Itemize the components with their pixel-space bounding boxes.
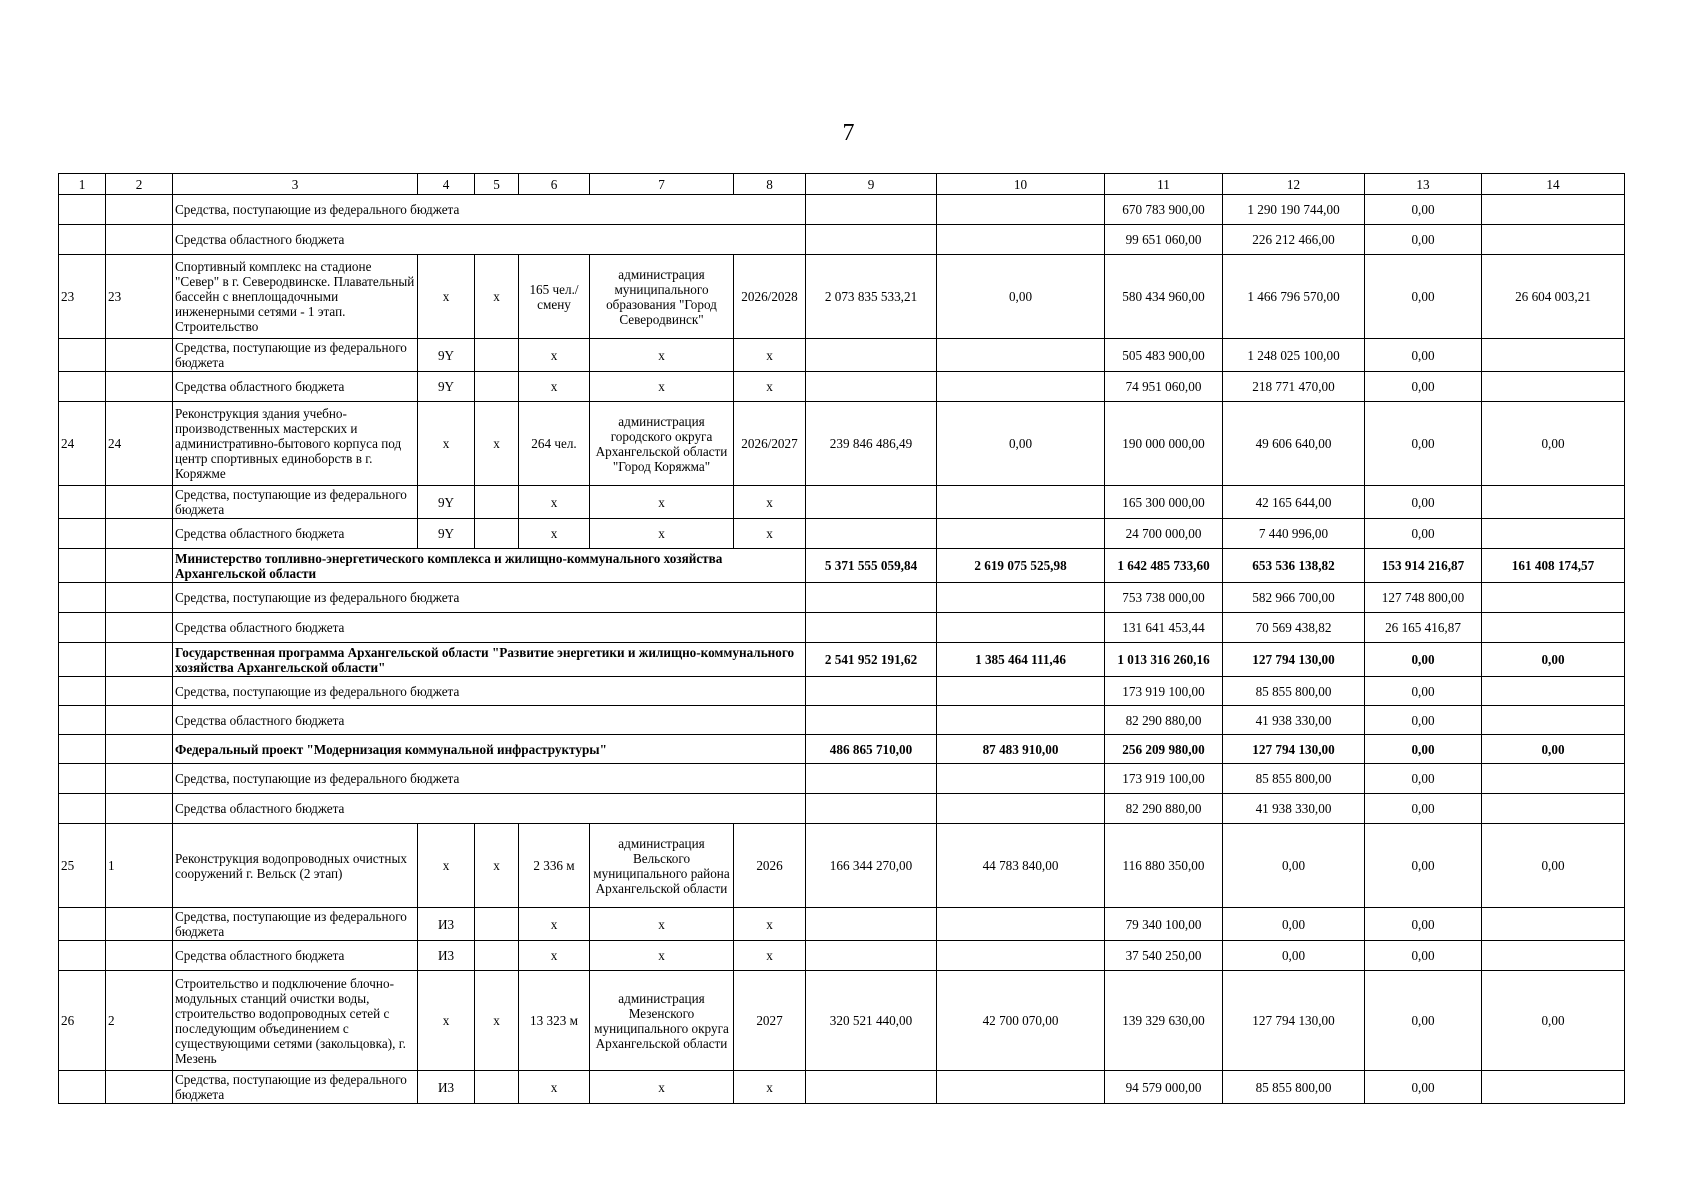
value-cell: 0,00 <box>937 255 1105 339</box>
value-cell: 161 408 174,57 <box>1482 549 1625 583</box>
value-cell: 653 536 138,82 <box>1223 549 1365 583</box>
item-number-cell <box>106 794 173 824</box>
value-cell <box>937 519 1105 549</box>
customer-cell: х <box>590 908 734 941</box>
value-cell: 0,00 <box>937 402 1105 486</box>
row-title-cell: Средства, поступающие из федерального бюджета <box>173 677 806 706</box>
customer-cell: администрация городского округа Архангельской области "Город Коряжма" <box>590 402 734 486</box>
value-cell <box>1482 372 1625 402</box>
code-cell: х <box>418 402 475 486</box>
item-number-cell <box>106 613 173 643</box>
value-cell: 190 000 000,00 <box>1105 402 1223 486</box>
object-name-cell: Средства, поступающие из федерального бюджета <box>173 1071 418 1104</box>
capacity-cell: х <box>519 908 590 941</box>
item-number-cell <box>106 372 173 402</box>
value-cell: 0,00 <box>1365 706 1482 735</box>
code-cell: И3 <box>418 908 475 941</box>
code-cell: х <box>418 824 475 908</box>
value-cell: 0,00 <box>1223 824 1365 908</box>
item-number-cell: 1 <box>106 824 173 908</box>
code-cell: 9Y <box>418 486 475 519</box>
value-cell: 0,00 <box>1365 339 1482 372</box>
value-cell <box>806 225 937 255</box>
code-cell: 9Y <box>418 339 475 372</box>
row-number-cell <box>59 1071 106 1104</box>
value-cell <box>1482 706 1625 735</box>
total-row <box>59 643 1625 677</box>
value-cell <box>1482 339 1625 372</box>
value-cell: 582 966 700,00 <box>1223 583 1365 613</box>
customer-cell: администрация муниципального образования "Город Северодвинск" <box>590 255 734 339</box>
object-name-cell: Реконструкция водопроводных очистных сооружений г. Вельск (2 этап) <box>173 824 418 908</box>
value-cell: 26 604 003,21 <box>1482 255 1625 339</box>
code-cell: х <box>418 971 475 1071</box>
period-cell: х <box>734 908 806 941</box>
period-cell: х <box>734 941 806 971</box>
capacity-cell: х <box>519 519 590 549</box>
object-name-cell: Средства, поступающие из федерального бюджета <box>173 908 418 941</box>
value-cell <box>937 583 1105 613</box>
funding-source-row <box>59 583 1625 613</box>
row-number-cell <box>59 941 106 971</box>
code-cell: 9Y <box>418 519 475 549</box>
customer-cell: х <box>590 486 734 519</box>
value-cell: 44 783 840,00 <box>937 824 1105 908</box>
value-cell <box>1482 225 1625 255</box>
value-cell <box>937 225 1105 255</box>
value-cell <box>806 677 937 706</box>
funding-source-row <box>59 764 1625 794</box>
value-cell <box>806 339 937 372</box>
capacity-cell: х <box>519 372 590 402</box>
value-cell: 0,00 <box>1365 1071 1482 1104</box>
item-number-cell <box>106 706 173 735</box>
value-cell: 218 771 470,00 <box>1223 372 1365 402</box>
customer-cell: х <box>590 941 734 971</box>
value-cell <box>1482 794 1625 824</box>
value-cell: 0,00 <box>1365 519 1482 549</box>
object-row <box>59 971 1625 1071</box>
value-cell: 1 013 316 260,16 <box>1105 643 1223 677</box>
item-number-cell <box>106 764 173 794</box>
value-cell: 0,00 <box>1482 971 1625 1071</box>
value-cell: 0,00 <box>1365 735 1482 764</box>
row-number-cell <box>59 486 106 519</box>
object-name-cell: Строительство и подключение блочно-модульных станций очистки воды, строительство водопроводных сетей с последующим объединением с существующими сетями (закольцовка), г. Мезень <box>173 971 418 1071</box>
value-cell: 1 290 190 744,00 <box>1223 195 1365 225</box>
value-cell: 0,00 <box>1482 402 1625 486</box>
value-cell <box>937 486 1105 519</box>
row-number-cell <box>59 583 106 613</box>
value-cell: 0,00 <box>1365 824 1482 908</box>
row-number-cell: 25 <box>59 824 106 908</box>
item-number-cell <box>106 735 173 764</box>
capacity-cell: х <box>519 339 590 372</box>
capacity-cell: 165 чел./смену <box>519 255 590 339</box>
value-cell: 486 865 710,00 <box>806 735 937 764</box>
item-number-cell: 23 <box>106 255 173 339</box>
value-cell: 85 855 800,00 <box>1223 677 1365 706</box>
value-cell <box>806 764 937 794</box>
total-row <box>59 735 1625 764</box>
row-number-cell <box>59 643 106 677</box>
value-cell: 505 483 900,00 <box>1105 339 1223 372</box>
column-number-header: 10 <box>937 174 1105 195</box>
value-cell <box>806 794 937 824</box>
funding-source-row <box>59 372 1625 402</box>
value-cell: 42 700 070,00 <box>937 971 1105 1071</box>
column-number-header: 12 <box>1223 174 1365 195</box>
column-number-header: 8 <box>734 174 806 195</box>
total-row <box>59 549 1625 583</box>
header-row <box>59 174 1625 195</box>
value-cell: 0,00 <box>1482 824 1625 908</box>
row-number-cell <box>59 794 106 824</box>
value-cell <box>937 794 1105 824</box>
code-cell: х <box>418 255 475 339</box>
code-cell: И3 <box>418 1071 475 1104</box>
item-number-cell <box>106 549 173 583</box>
row-number-cell: 26 <box>59 971 106 1071</box>
customer-cell: администрация Вельского муниципального района Архангельской области <box>590 824 734 908</box>
col5-cell <box>475 941 519 971</box>
period-cell: х <box>734 486 806 519</box>
row-number-cell <box>59 339 106 372</box>
object-row <box>59 824 1625 908</box>
object-name-cell: Средства, поступающие из федерального бюджета <box>173 486 418 519</box>
row-title-cell: Государственная программа Архангельской области "Развитие энергетики и жилищно-коммунального хозяйства Архангельской области" <box>173 643 806 677</box>
value-cell: 670 783 900,00 <box>1105 195 1223 225</box>
value-cell: 0,00 <box>1223 941 1365 971</box>
value-cell: 127 794 130,00 <box>1223 735 1365 764</box>
value-cell: 42 165 644,00 <box>1223 486 1365 519</box>
budget-table <box>58 173 1625 1104</box>
row-title-cell: Министерство топливно-энергетического комплекса и жилищно-коммунального хозяйства Архангельской области <box>173 549 806 583</box>
row-title-cell: Средства областного бюджета <box>173 613 806 643</box>
row-title-cell: Средства, поступающие из федерального бюджета <box>173 764 806 794</box>
capacity-cell: 264 чел. <box>519 402 590 486</box>
value-cell <box>806 195 937 225</box>
col5-cell <box>475 908 519 941</box>
column-number-header: 3 <box>173 174 418 195</box>
value-cell <box>937 706 1105 735</box>
row-number-cell: 24 <box>59 402 106 486</box>
value-cell: 0,00 <box>1365 908 1482 941</box>
capacity-cell: х <box>519 486 590 519</box>
value-cell: 82 290 880,00 <box>1105 706 1223 735</box>
funding-source-row <box>59 519 1625 549</box>
value-cell <box>1482 613 1625 643</box>
value-cell: 139 329 630,00 <box>1105 971 1223 1071</box>
value-cell: 173 919 100,00 <box>1105 764 1223 794</box>
col5-cell <box>475 1071 519 1104</box>
value-cell <box>1482 519 1625 549</box>
object-name-cell: Средства областного бюджета <box>173 941 418 971</box>
value-cell: 0,00 <box>1223 908 1365 941</box>
value-cell: 49 606 640,00 <box>1223 402 1365 486</box>
row-number-cell <box>59 613 106 643</box>
col5-cell: х <box>475 824 519 908</box>
period-cell: 2027 <box>734 971 806 1071</box>
value-cell: 2 073 835 533,21 <box>806 255 937 339</box>
item-number-cell <box>106 195 173 225</box>
value-cell: 116 880 350,00 <box>1105 824 1223 908</box>
value-cell: 82 290 880,00 <box>1105 794 1223 824</box>
period-cell: х <box>734 519 806 549</box>
funding-source-row <box>59 486 1625 519</box>
value-cell: 37 540 250,00 <box>1105 941 1223 971</box>
funding-source-row <box>59 677 1625 706</box>
value-cell <box>937 908 1105 941</box>
column-number-header: 6 <box>519 174 590 195</box>
object-name-cell: Средства областного бюджета <box>173 519 418 549</box>
value-cell: 41 938 330,00 <box>1223 706 1365 735</box>
object-name-cell: Средства, поступающие из федерального бюджета <box>173 339 418 372</box>
item-number-cell <box>106 941 173 971</box>
row-number-cell <box>59 706 106 735</box>
funding-source-row <box>59 1071 1625 1104</box>
value-cell: 0,00 <box>1365 225 1482 255</box>
value-cell: 1 248 025 100,00 <box>1223 339 1365 372</box>
value-cell: 26 165 416,87 <box>1365 613 1482 643</box>
item-number-cell <box>106 643 173 677</box>
funding-source-row <box>59 941 1625 971</box>
value-cell <box>937 677 1105 706</box>
value-cell: 0,00 <box>1365 764 1482 794</box>
row-number-cell <box>59 908 106 941</box>
period-cell: х <box>734 339 806 372</box>
row-number-cell <box>59 195 106 225</box>
value-cell: 165 300 000,00 <box>1105 486 1223 519</box>
value-cell <box>806 706 937 735</box>
funding-source-row <box>59 225 1625 255</box>
column-number-header: 1 <box>59 174 106 195</box>
period-cell: 2026/2027 <box>734 402 806 486</box>
funding-source-row <box>59 195 1625 225</box>
item-number-cell <box>106 486 173 519</box>
funding-source-row <box>59 706 1625 735</box>
value-cell: 127 794 130,00 <box>1223 643 1365 677</box>
column-number-header: 13 <box>1365 174 1482 195</box>
capacity-cell: 2 336 м <box>519 824 590 908</box>
value-cell: 226 212 466,00 <box>1223 225 1365 255</box>
value-cell <box>806 941 937 971</box>
value-cell <box>937 613 1105 643</box>
value-cell: 320 521 440,00 <box>806 971 937 1071</box>
row-number-cell <box>59 549 106 583</box>
value-cell: 0,00 <box>1365 195 1482 225</box>
value-cell <box>806 372 937 402</box>
object-name-cell: Реконструкция здания учебно-производственных мастерских и административно-бытового корпуса под центр спортивных единоборств в г. Коряжме <box>173 402 418 486</box>
funding-source-row <box>59 908 1625 941</box>
value-cell <box>937 195 1105 225</box>
column-number-header: 11 <box>1105 174 1223 195</box>
customer-cell: х <box>590 1071 734 1104</box>
code-cell: И3 <box>418 941 475 971</box>
value-cell: 85 855 800,00 <box>1223 764 1365 794</box>
value-cell: 0,00 <box>1482 735 1625 764</box>
row-title-cell: Средства областного бюджета <box>173 706 806 735</box>
value-cell <box>806 519 937 549</box>
value-cell: 0,00 <box>1365 971 1482 1071</box>
row-title-cell: Средства областного бюджета <box>173 794 806 824</box>
period-cell: 2026/2028 <box>734 255 806 339</box>
table-body <box>59 174 1625 1104</box>
item-number-cell <box>106 677 173 706</box>
row-number-cell <box>59 677 106 706</box>
item-number-cell <box>106 339 173 372</box>
value-cell: 131 641 453,44 <box>1105 613 1223 643</box>
value-cell <box>1482 941 1625 971</box>
col5-cell: х <box>475 402 519 486</box>
value-cell <box>806 583 937 613</box>
item-number-cell: 2 <box>106 971 173 1071</box>
column-number-header: 7 <box>590 174 734 195</box>
row-number-cell <box>59 519 106 549</box>
value-cell: 1 466 796 570,00 <box>1223 255 1365 339</box>
row-number-cell <box>59 372 106 402</box>
item-number-cell <box>106 225 173 255</box>
value-cell: 79 340 100,00 <box>1105 908 1223 941</box>
col5-cell <box>475 519 519 549</box>
col5-cell <box>475 339 519 372</box>
value-cell: 0,00 <box>1365 677 1482 706</box>
value-cell <box>1482 583 1625 613</box>
value-cell: 2 619 075 525,98 <box>937 549 1105 583</box>
item-number-cell <box>106 583 173 613</box>
row-title-cell: Средства областного бюджета <box>173 225 806 255</box>
col5-cell: х <box>475 255 519 339</box>
column-number-header: 2 <box>106 174 173 195</box>
customer-cell: администрация Мезенского муниципального округа Архангельской области <box>590 971 734 1071</box>
row-number-cell <box>59 225 106 255</box>
col5-cell: х <box>475 971 519 1071</box>
item-number-cell <box>106 519 173 549</box>
customer-cell: х <box>590 519 734 549</box>
column-number-header: 4 <box>418 174 475 195</box>
value-cell: 0,00 <box>1365 643 1482 677</box>
value-cell: 0,00 <box>1482 643 1625 677</box>
row-number-cell <box>59 735 106 764</box>
object-row <box>59 255 1625 339</box>
object-name-cell: Средства областного бюджета <box>173 372 418 402</box>
value-cell <box>1482 1071 1625 1104</box>
value-cell <box>1482 764 1625 794</box>
row-title-cell: Федеральный проект "Модернизация коммунальной инфраструктуры" <box>173 735 806 764</box>
value-cell <box>1482 486 1625 519</box>
value-cell: 256 209 980,00 <box>1105 735 1223 764</box>
value-cell: 85 855 800,00 <box>1223 1071 1365 1104</box>
value-cell: 753 738 000,00 <box>1105 583 1223 613</box>
value-cell: 41 938 330,00 <box>1223 794 1365 824</box>
value-cell: 0,00 <box>1365 794 1482 824</box>
value-cell: 153 914 216,87 <box>1365 549 1482 583</box>
period-cell: х <box>734 1071 806 1104</box>
value-cell: 2 541 952 191,62 <box>806 643 937 677</box>
item-number-cell <box>106 1071 173 1104</box>
value-cell: 99 651 060,00 <box>1105 225 1223 255</box>
value-cell <box>937 1071 1105 1104</box>
value-cell: 166 344 270,00 <box>806 824 937 908</box>
period-cell: 2026 <box>734 824 806 908</box>
column-number-header: 5 <box>475 174 519 195</box>
value-cell: 1 385 464 111,46 <box>937 643 1105 677</box>
value-cell: 0,00 <box>1365 941 1482 971</box>
column-number-header: 14 <box>1482 174 1625 195</box>
value-cell: 239 846 486,49 <box>806 402 937 486</box>
value-cell: 70 569 438,82 <box>1223 613 1365 643</box>
value-cell: 0,00 <box>1365 402 1482 486</box>
funding-source-row <box>59 613 1625 643</box>
row-title-cell: Средства, поступающие из федерального бюджета <box>173 583 806 613</box>
value-cell: 127 794 130,00 <box>1223 971 1365 1071</box>
item-number-cell <box>106 908 173 941</box>
value-cell: 5 371 555 059,84 <box>806 549 937 583</box>
object-name-cell: Спортивный комплекс на стадионе "Север" в г. Северодвинске. Плавательный бассейн с внеплощадочными инженерными сетями - 1 этап. Строительство <box>173 255 418 339</box>
funding-source-row <box>59 794 1625 824</box>
value-cell: 127 748 800,00 <box>1365 583 1482 613</box>
value-cell: 173 919 100,00 <box>1105 677 1223 706</box>
column-number-header: 9 <box>806 174 937 195</box>
value-cell <box>806 1071 937 1104</box>
row-number-cell <box>59 764 106 794</box>
customer-cell: х <box>590 339 734 372</box>
value-cell <box>937 764 1105 794</box>
col5-cell <box>475 486 519 519</box>
value-cell: 0,00 <box>1365 255 1482 339</box>
object-row <box>59 402 1625 486</box>
col5-cell <box>475 372 519 402</box>
period-cell: х <box>734 372 806 402</box>
value-cell: 0,00 <box>1365 372 1482 402</box>
value-cell: 7 440 996,00 <box>1223 519 1365 549</box>
capacity-cell: х <box>519 1071 590 1104</box>
value-cell <box>937 339 1105 372</box>
value-cell: 74 951 060,00 <box>1105 372 1223 402</box>
value-cell <box>806 486 937 519</box>
row-title-cell: Средства, поступающие из федерального бюджета <box>173 195 806 225</box>
page-number: 7 <box>842 120 855 146</box>
value-cell <box>937 372 1105 402</box>
capacity-cell: 13 323 м <box>519 971 590 1071</box>
item-number-cell: 24 <box>106 402 173 486</box>
code-cell: 9Y <box>418 372 475 402</box>
value-cell <box>806 908 937 941</box>
value-cell: 580 434 960,00 <box>1105 255 1223 339</box>
value-cell <box>1482 677 1625 706</box>
value-cell: 0,00 <box>1365 486 1482 519</box>
value-cell <box>937 941 1105 971</box>
value-cell: 94 579 000,00 <box>1105 1071 1223 1104</box>
value-cell: 1 642 485 733,60 <box>1105 549 1223 583</box>
value-cell: 87 483 910,00 <box>937 735 1105 764</box>
value-cell <box>1482 195 1625 225</box>
funding-source-row <box>59 339 1625 372</box>
value-cell <box>1482 908 1625 941</box>
value-cell: 24 700 000,00 <box>1105 519 1223 549</box>
value-cell <box>806 613 937 643</box>
row-number-cell: 23 <box>59 255 106 339</box>
customer-cell: х <box>590 372 734 402</box>
capacity-cell: х <box>519 941 590 971</box>
